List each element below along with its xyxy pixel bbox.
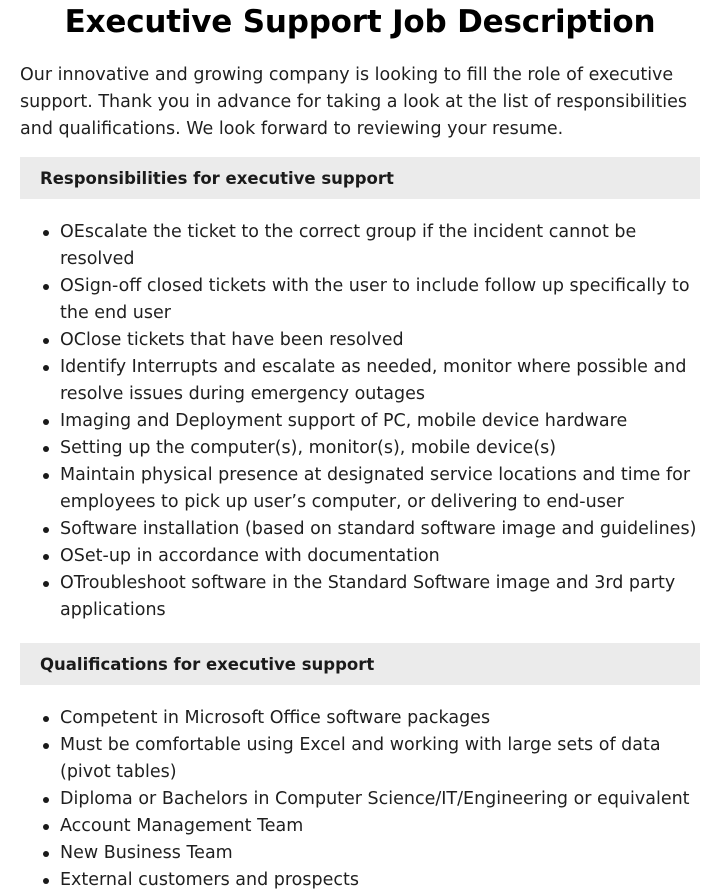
intro-paragraph: Our innovative and growing company is looking to fill the role of executive support. Thank you in advance for taking a look at the list of responsibilities and qualifications. We look forward to reviewing your resume. — [20, 65, 688, 139]
list-item: OTroubleshoot software in the Standard Software image and 3rd party applications — [60, 570, 700, 624]
qualifications-header — [20, 643, 700, 685]
qualifications-list — [20, 705, 700, 894]
list-item: Account Management Team — [60, 813, 700, 840]
list-item: Setting up the computer(s), monitor(s), mobile device(s) — [60, 435, 700, 462]
list-item: OSign-off closed tickets with the user to include follow up specifically to the end user — [60, 273, 700, 327]
list-item: Software installation (based on standard software image and guidelines) — [60, 516, 700, 543]
list-item: Must be comfortable using Excel and working with large sets of data (pivot tables) — [60, 732, 700, 786]
list-item: Maintain physical presence at designated service locations and time for employees to pick up user’s computer, or delivering to end-user — [60, 462, 700, 516]
responsibilities-header — [20, 157, 700, 199]
list-item: OEscalate the ticket to the correct group if the incident cannot be resolved — [60, 219, 700, 273]
page-title: Executive Support Job Description — [64, 4, 656, 40]
qualifications-heading: Qualifications for executive support — [40, 654, 375, 674]
list-item: External customers and prospects — [60, 867, 700, 894]
list-item: Diploma or Bachelors in Computer Science/IT/Engineering or equivalent — [60, 786, 700, 813]
list-item: New Business Team — [60, 840, 700, 867]
responsibilities-list — [20, 219, 700, 624]
responsibilities-heading: Responsibilities for executive support — [40, 168, 394, 188]
list-item: Competent in Microsoft Office software packages — [60, 705, 700, 732]
list-item: OClose tickets that have been resolved — [60, 327, 700, 354]
list-item: Identify Interrupts and escalate as needed, monitor where possible and resolve issues during emergency outages — [60, 354, 700, 408]
list-item: OSet-up in accordance with documentation — [60, 543, 700, 570]
list-item: Imaging and Deployment support of PC, mobile device hardware — [60, 408, 700, 435]
